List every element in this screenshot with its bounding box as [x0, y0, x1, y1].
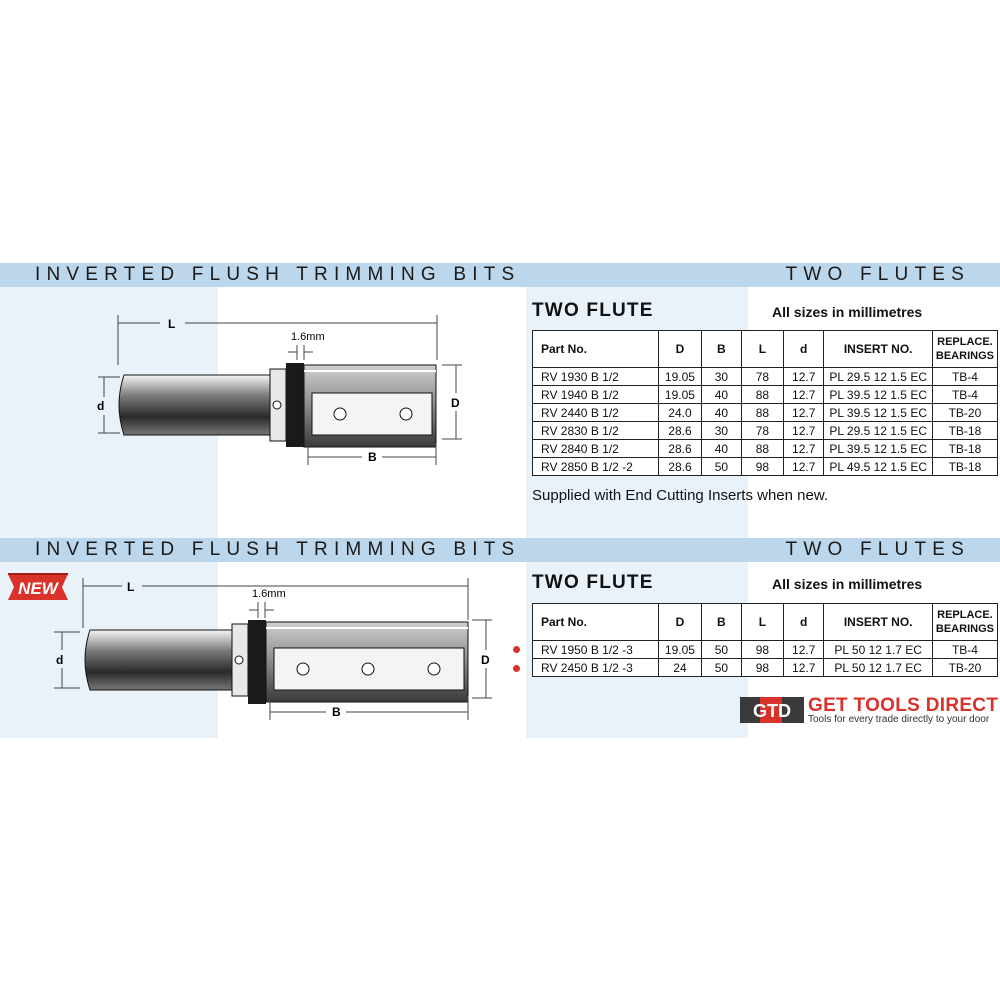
- col-D: D: [659, 604, 702, 641]
- cell-B: 40: [701, 386, 741, 404]
- cell-B: 50: [701, 659, 741, 677]
- cell-d: 12.7: [783, 458, 824, 476]
- cell-insert: PL 29.5 12 1.5 EC: [824, 422, 932, 440]
- cell-D: 19.05: [659, 368, 702, 386]
- label-L: L: [127, 580, 135, 594]
- col-replace-label: REPLACE.: [937, 609, 993, 621]
- table-heading-1: TWO FLUTE: [532, 300, 654, 321]
- col-replace-bearings: [932, 604, 997, 641]
- row-bullet: [513, 646, 520, 653]
- cell-D: 24: [659, 659, 702, 677]
- cell-part-no: RV 2840 B 1/2: [533, 440, 659, 458]
- cell-bearing: TB-4: [932, 386, 997, 404]
- footnote: Supplied with End Cutting Inserts when new.: [532, 487, 829, 504]
- cell-L: 98: [741, 641, 783, 659]
- col-B: B: [701, 331, 741, 368]
- table-row: [533, 641, 998, 659]
- cell-part-no: RV 2440 B 1/2: [533, 404, 659, 422]
- spec-table-1: [532, 330, 998, 476]
- col-B: B: [701, 604, 741, 641]
- label-D: D: [451, 396, 460, 410]
- label-D: D: [481, 653, 490, 667]
- label-d: d: [97, 399, 105, 413]
- cell-bearing: TB-4: [932, 368, 997, 386]
- banner-subtitle: TWO FLUTES: [785, 264, 970, 285]
- row-bullet: [513, 665, 520, 672]
- label-B: B: [332, 705, 341, 719]
- table-header-row: [533, 604, 998, 641]
- col-d: d: [783, 331, 824, 368]
- cell-L: 78: [741, 368, 783, 386]
- cell-B: 30: [701, 368, 741, 386]
- banner-title: INVERTED FLUSH TRIMMING BITS: [35, 539, 521, 560]
- cell-insert: PL 49.5 12 1.5 EC: [824, 458, 932, 476]
- cell-bearing: TB-20: [932, 404, 997, 422]
- col-part-no: Part No.: [533, 604, 659, 641]
- units-note-2: All sizes in millimetres: [772, 576, 923, 592]
- cell-L: 88: [741, 440, 783, 458]
- cell-d: 12.7: [783, 440, 824, 458]
- cell-bearing: TB-20: [932, 659, 997, 677]
- col-replace-bearings: [932, 331, 997, 368]
- col-insert-no: INSERT NO.: [824, 331, 932, 368]
- table-row: [533, 422, 998, 440]
- col-d: d: [783, 604, 824, 641]
- spec-table-2: [532, 603, 998, 677]
- cell-insert: PL 50 12 1.7 EC: [824, 659, 932, 677]
- cell-d: 12.7: [783, 641, 824, 659]
- cell-bearing: TB-18: [932, 422, 997, 440]
- router-bit-drawing-1: [80, 305, 480, 475]
- cell-d: 12.7: [783, 422, 824, 440]
- table-row: [533, 404, 998, 422]
- gtd-logo-letters: GTD: [753, 701, 791, 721]
- gtd-logo: [740, 697, 804, 723]
- table-heading-2: TWO FLUTE: [532, 572, 654, 593]
- cell-B: 40: [701, 440, 741, 458]
- label-gap: 1.6mm: [291, 331, 325, 343]
- cell-part-no: RV 2830 B 1/2: [533, 422, 659, 440]
- brand-name: GET TOOLS DIRECT: [808, 695, 999, 716]
- cell-L: 88: [741, 386, 783, 404]
- units-note-1: All sizes in millimetres: [772, 304, 923, 320]
- cell-D: 28.6: [659, 458, 702, 476]
- cell-B: 50: [701, 458, 741, 476]
- cell-B: 50: [701, 641, 741, 659]
- table-row: [533, 458, 998, 476]
- section-banner-2: [0, 538, 1000, 562]
- banner-title: INVERTED FLUSH TRIMMING BITS: [35, 264, 521, 285]
- cell-part-no: RV 2450 B 1/2 -3: [533, 659, 659, 677]
- cell-d: 12.7: [783, 659, 824, 677]
- cell-insert: PL 39.5 12 1.5 EC: [824, 404, 932, 422]
- col-part-no: Part No.: [533, 331, 659, 368]
- cell-d: 12.7: [783, 404, 824, 422]
- banner-subtitle: TWO FLUTES: [785, 539, 970, 560]
- cell-part-no: RV 1930 B 1/2: [533, 368, 659, 386]
- col-insert-no: INSERT NO.: [824, 604, 932, 641]
- table-row: [533, 368, 998, 386]
- router-bit-drawing-2: [40, 570, 510, 730]
- cell-L: 78: [741, 422, 783, 440]
- cell-part-no: RV 1950 B 1/2 -3: [533, 641, 659, 659]
- col-D: D: [659, 331, 702, 368]
- table-row: [533, 659, 998, 677]
- cell-bearing: TB-18: [932, 458, 997, 476]
- section-banner-1: [0, 263, 1000, 287]
- new-badge-text: NEW: [18, 579, 58, 598]
- cell-part-no: RV 2850 B 1/2 -2: [533, 458, 659, 476]
- col-bearings-label: BEARINGS: [935, 623, 994, 635]
- table-row: [533, 440, 998, 458]
- col-replace-label: REPLACE.: [937, 336, 993, 348]
- label-d: d: [56, 653, 64, 667]
- cell-D: 28.6: [659, 422, 702, 440]
- label-gap: 1.6mm: [252, 588, 286, 600]
- cell-L: 98: [741, 659, 783, 677]
- cell-D: 19.05: [659, 641, 702, 659]
- cell-insert: PL 50 12 1.7 EC: [824, 641, 932, 659]
- cell-d: 12.7: [783, 368, 824, 386]
- label-L: L: [168, 317, 176, 331]
- cell-L: 88: [741, 404, 783, 422]
- cell-B: 30: [701, 422, 741, 440]
- cell-D: 24.0: [659, 404, 702, 422]
- cell-part-no: RV 1940 B 1/2: [533, 386, 659, 404]
- cell-bearing: TB-18: [932, 440, 997, 458]
- col-L: L: [741, 604, 783, 641]
- table-row: [533, 386, 998, 404]
- cell-D: 19.05: [659, 386, 702, 404]
- cell-L: 98: [741, 458, 783, 476]
- cell-B: 40: [701, 404, 741, 422]
- brand-tagline: Tools for every trade directly to your door: [808, 714, 990, 725]
- cell-insert: PL 39.5 12 1.5 EC: [824, 386, 932, 404]
- col-L: L: [741, 331, 783, 368]
- table-header-row: [533, 331, 998, 368]
- cell-bearing: TB-4: [932, 641, 997, 659]
- cell-d: 12.7: [783, 386, 824, 404]
- cell-insert: PL 29.5 12 1.5 EC: [824, 368, 932, 386]
- cell-insert: PL 39.5 12 1.5 EC: [824, 440, 932, 458]
- col-bearings-label: BEARINGS: [935, 350, 994, 362]
- label-B: B: [368, 450, 377, 464]
- cell-D: 28.6: [659, 440, 702, 458]
